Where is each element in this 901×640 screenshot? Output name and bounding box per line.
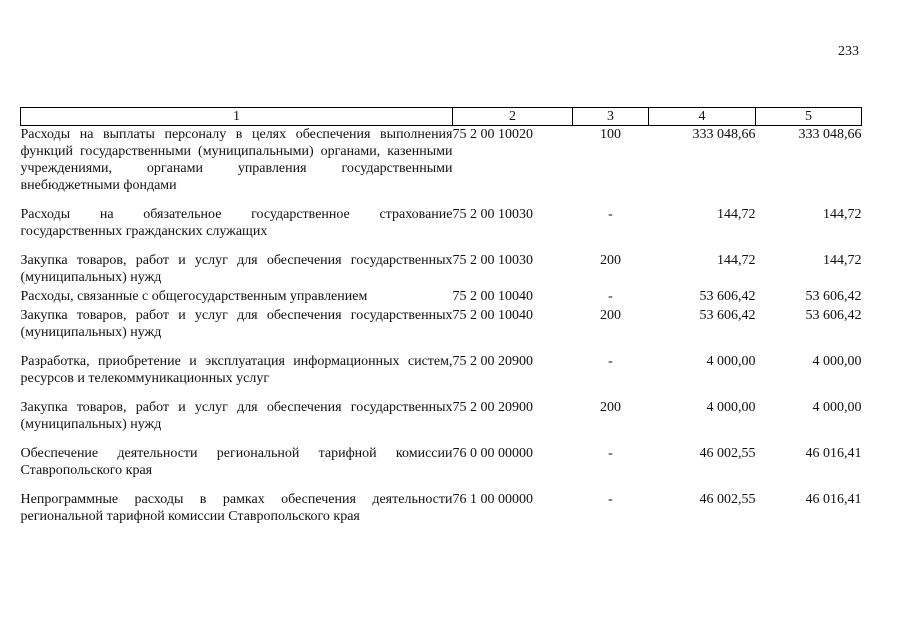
table-row [21,445,862,491]
row-kvr: - [608,207,613,222]
row-name: Расходы, связанные с общегосударственным управлением [20,289,368,304]
row-kvr: - [608,354,613,369]
row-code: 76 1 00 00000 [452,492,533,507]
row-kvr: - [608,289,613,304]
header-col-3: 3 [573,108,649,126]
row-name: Закупка товаров, работ и услуг для обеспечения государственных (муниципальных) нужд [20,308,453,340]
row-amount-2: 53 606,42 [805,308,862,323]
row-code: 75 2 00 10030 [452,207,533,222]
row-code: 75 2 00 10030 [452,253,533,268]
row-amount-1: 53 606,42 [699,308,756,323]
row-amount-2: 144,72 [823,207,862,222]
table-row [21,126,862,207]
row-amount-1: 4 000,00 [706,400,756,415]
row-kvr: - [608,446,613,461]
header-col-5: 5 [756,108,862,126]
row-kvr: 200 [600,253,621,268]
row-amount-1: 46 002,55 [699,446,756,461]
table-row [21,288,862,307]
row-amount-1: 333 048,66 [692,127,756,142]
row-amount-2: 46 016,41 [805,446,862,461]
row-kvr: - [608,492,613,507]
row-name: Разработка, приобретение и эксплуатация информационных систем, ресурсов и телекоммуникационных услуг [20,354,453,386]
row-code: 75 2 00 20900 [452,400,533,415]
budget-table [20,107,862,537]
row-amount-2: 53 606,42 [805,289,862,304]
table-row [21,399,862,445]
header-col-2: 2 [453,108,573,126]
row-name: Обеспечение деятельности региональной тарифной комиссии Ставропольского края [20,446,453,478]
row-code: 75 2 00 10040 [452,289,533,304]
row-amount-2: 144,72 [823,253,862,268]
row-amount-1: 53 606,42 [699,289,756,304]
row-kvr: 100 [600,127,621,142]
row-name: Непрограммные расходы в рамках обеспечения деятельности региональной тарифной комиссии Ставропольского края [20,492,453,524]
row-kvr: 200 [600,308,621,323]
row-amount-2: 333 048,66 [798,127,862,142]
row-code: 75 2 00 20900 [452,354,533,369]
table-row [21,353,862,399]
row-name: Расходы на выплаты персоналу в целях обеспечения выполнения функций государственными (муниципальными) органами, казенными учреждениями, органами управления государственными внебюджетными фондами [20,127,453,193]
table-row [21,206,862,252]
header-col-4: 4 [649,108,756,126]
row-code: 75 2 00 10040 [452,308,533,323]
table-row [21,491,862,537]
table-row [21,307,862,353]
table-row [21,252,862,288]
row-amount-2: 4 000,00 [812,400,862,415]
row-name: Закупка товаров, работ и услуг для обеспечения государственных (муниципальных) нужд [20,400,453,432]
row-amount-1: 144,72 [717,207,756,222]
row-code: 75 2 00 10020 [452,127,533,142]
row-name: Закупка товаров, работ и услуг для обеспечения государственных (муниципальных) нужд [20,253,453,285]
row-name: Расходы на обязательное государственное страхование государственных гражданских служащих [20,207,453,239]
row-amount-1: 4 000,00 [706,354,756,369]
row-kvr: 200 [600,400,621,415]
row-amount-1: 46 002,55 [699,492,756,507]
row-amount-2: 46 016,41 [805,492,862,507]
header-col-1: 1 [21,108,453,126]
row-code: 76 0 00 00000 [452,446,533,461]
header-row [21,108,862,126]
row-amount-2: 4 000,00 [812,354,862,369]
page-number: 233 [838,44,859,59]
row-amount-1: 144,72 [717,253,756,268]
